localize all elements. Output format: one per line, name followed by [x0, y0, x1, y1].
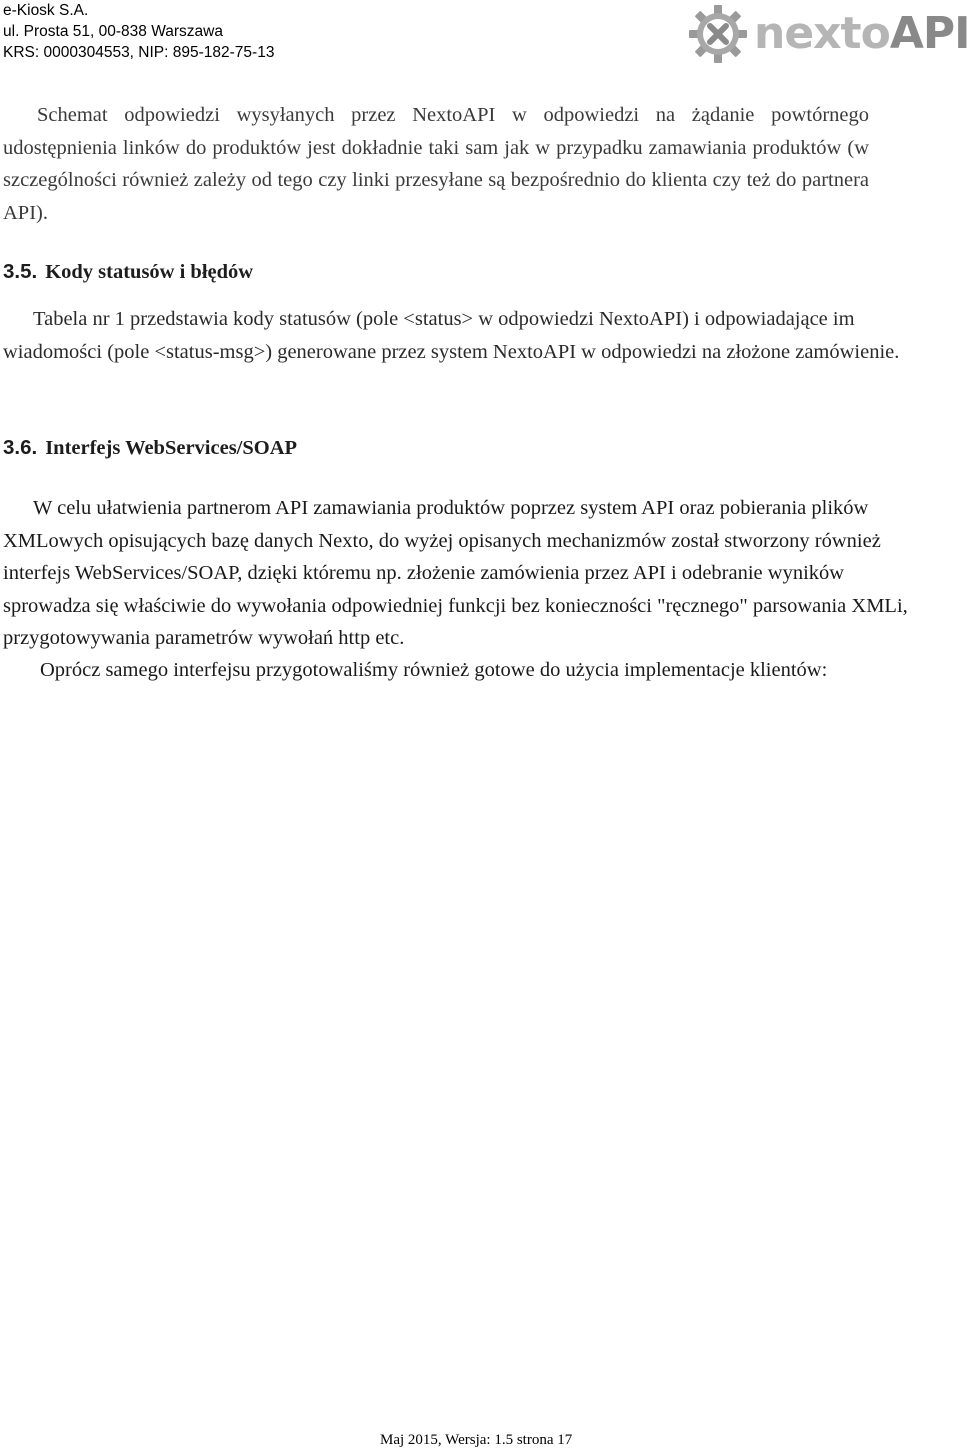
company-registration: KRS: 0000304553, NIP: 895-182-75-13 — [3, 44, 275, 61]
page-footer: Maj 2015, Wersja: 1.5 strona 17 — [380, 1432, 573, 1448]
company-name: e-Kiosk S.A. — [3, 2, 89, 19]
section-title: Kody statusów i błędów — [45, 261, 254, 283]
paragraph-client-implementations: Oprócz samego interfejsu przygotowaliśmy również gotowe do użycia implementacje klientów: — [40, 659, 828, 681]
logo-text-nexto: nexto — [754, 8, 890, 59]
paragraph-status-codes: Tabela nr 1 przedstawia kody statusów (pole <status> w odpowiedzi NextoAPI) i odpowiadające im wiadomości (pole <status-msg>) generowane przez system NextoAPI w odpowiedzi na złożone zamówienie. — [3, 308, 900, 363]
logo-text-api: API — [889, 8, 969, 59]
section-number: 3.6. — [3, 436, 38, 459]
logo-wordmark — [754, 4, 969, 64]
paragraph-soap-interface: W celu ułatwienia partnerom API zamawiania produktów poprzez system API oraz pobierania plików XMLowych opisujących bazę danych Nexto, do wyżej opisanych mechanizmów został stworzony również interfejs WebServices/SOAP, dzięki któremu np. złożenie zamówienia przez API i odebranie wyników sprowadza się właściwie do wywołania odpowiedniej funkcji bez konieczności "ręcznego" parsowania XMLi, przygotowywania parametrów wywołań http etc. — [3, 497, 908, 649]
section-number: 3.5. — [3, 260, 38, 283]
gear-x-icon — [688, 4, 748, 64]
company-street: ul. Prosta 51, 00-838 Warszawa — [3, 23, 223, 40]
nextoapi-logo — [688, 4, 969, 64]
company-address — [3, 0, 274, 63]
section-heading-soap — [3, 432, 297, 465]
section-title: Interfejs WebServices/SOAP — [45, 437, 298, 459]
section-heading-status-codes — [3, 256, 253, 289]
paragraph-response-schema: Schemat odpowiedzi wysyłanych przez NextoAPI w odpowiedzi na żądanie powtórnego udostępnienia linków do produktów jest dokładnie taki sam jak w przypadku zamawiania produktów (w szczególności również zależy od tego czy linki przesyłane są bezpośrednio do klienta czy też do partnera API). — [3, 104, 869, 224]
